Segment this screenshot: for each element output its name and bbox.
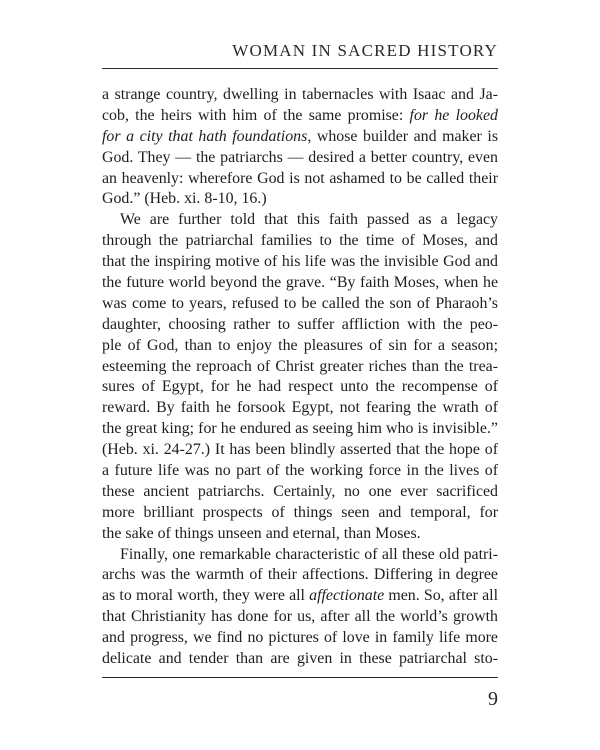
text-run: God.” (Heb. xi. 8-10, 16.) [102, 190, 267, 208]
text-run: through the patriarchal families to the time of Moses, and [102, 232, 498, 250]
text-line [102, 148, 498, 169]
text-run: that the inspiring motive of his life was the invisible God and [102, 253, 498, 271]
text-line [102, 315, 498, 336]
text-run: the future world beyond the grave. “By faith Moses, when he [102, 274, 498, 292]
text-run: the sake of things unseen and eternal, than Moses. [102, 524, 421, 542]
text-run: was come to years, refused to be called the son of Pharaoh’s [102, 294, 498, 312]
paragraph [102, 545, 498, 670]
text-run: Finally, one remarkable characteristic of all these old patri- [120, 545, 498, 563]
running-head: WOMAN IN SACRED HISTORY [232, 41, 498, 60]
text-run: more brilliant prospects of things seen and temporal, for [102, 503, 498, 521]
text-line [102, 586, 498, 607]
text-run: (Heb. xi. 24-27.) It has been blindly asserted that the hope of [102, 441, 498, 459]
text-run: archs was the warmth of their affections. Differing in degree [102, 566, 498, 584]
text-run: daughter, choosing rather to suffer affliction with the peo- [102, 315, 498, 333]
text-line [102, 503, 498, 524]
text-line [102, 461, 498, 482]
text-run: as to moral worth, they were all [102, 587, 310, 605]
text-line [102, 189, 498, 210]
text-line [102, 336, 498, 357]
paragraph [102, 85, 498, 210]
italic-text: affectionate [309, 587, 385, 605]
text-line [102, 565, 498, 586]
text-line [102, 169, 498, 190]
text-run: cob, the heirs with him of the same promise: [102, 106, 410, 124]
italic-text: for he looked [409, 106, 498, 124]
text-line [102, 231, 498, 252]
text-run: these ancient patriarchs. Certainly, no one ever sacrificed [102, 482, 498, 500]
text-line [102, 377, 498, 398]
text-run: men. So, after all [384, 587, 499, 605]
text-line [102, 127, 498, 148]
text-run: , whose builder and maker is [307, 127, 499, 145]
text-line [102, 398, 498, 419]
text-line [102, 482, 498, 503]
header-rule [102, 68, 498, 69]
text-run: sures of Egypt, for he had respect unto the recompense of [102, 378, 498, 396]
text-run: esteeming the reproach of Christ greater riches than the trea- [102, 357, 498, 375]
text-line [102, 294, 498, 315]
text-run: that Christianity has done for us, after all the world’s growth [102, 608, 498, 626]
italic-text: for a city that hath foundations [102, 127, 308, 145]
text-run: a future life was no part of the working force in the lives of [102, 462, 498, 480]
text-line [102, 273, 498, 294]
text-line [102, 440, 498, 461]
text-line [102, 106, 498, 127]
text-line [102, 545, 498, 566]
text-line [102, 607, 498, 628]
page-number: 9 [488, 688, 498, 710]
text-run: a strange country, dwelling in tabernacles with Isaac and Ja- [102, 86, 498, 103]
text-run: an heavenly: wherefore God is not ashamed to be called their [102, 169, 498, 187]
text-line [102, 210, 498, 231]
paragraph [102, 210, 498, 544]
text-line [102, 419, 498, 440]
text-line [102, 524, 498, 545]
text-run: We are further told that this faith passed as a legacy [120, 211, 498, 229]
text-line [102, 628, 498, 649]
text-line [102, 85, 498, 106]
text-run: the great king; for he endured as seeing him who is invisible.” [102, 420, 498, 438]
body-text [102, 85, 498, 670]
footer-rule [102, 677, 498, 678]
text-run: ple of God, than to enjoy the pleasures of sin for a season; [102, 336, 498, 354]
text-line [102, 649, 498, 670]
text-run: and progress, we find no pictures of love in family life more [102, 629, 498, 647]
text-run: delicate and tender than are given in these patriarchal sto- [102, 650, 498, 668]
text-run: reward. By faith he forsook Egypt, not fearing the wrath of [102, 399, 498, 417]
text-line [102, 252, 498, 273]
text-run: God. They — the patriarchs — desired a better country, even [102, 148, 498, 166]
text-line [102, 357, 498, 378]
